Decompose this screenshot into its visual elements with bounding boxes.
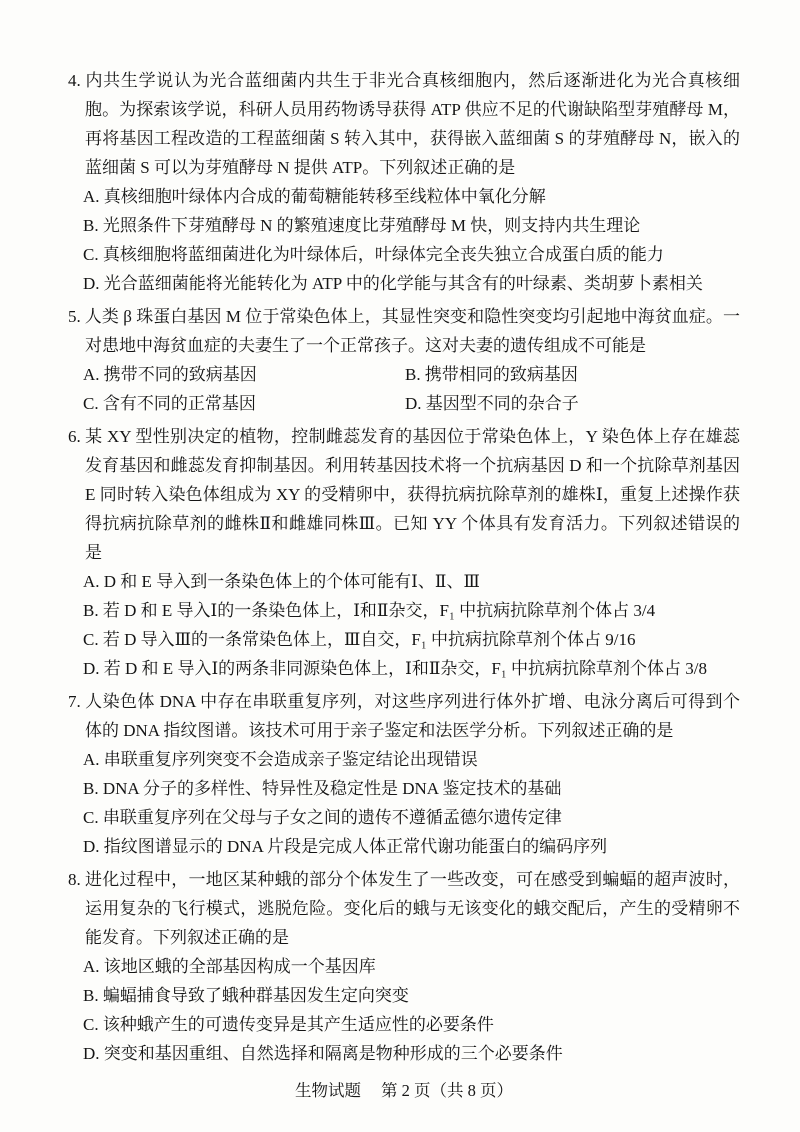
question-5-option-d: D. 基因型不同的杂合子 (405, 394, 579, 413)
footer-page-number: 第 2 页（共 8 页） (381, 1081, 513, 1100)
question-5-option-a: A. 携带不同的致病基因 (83, 365, 257, 384)
question-7-stem (68, 687, 740, 745)
question-8-option-d: D. 突变和基因重组、自然选择和隔离是物种形成的三个必要条件 (83, 1044, 563, 1063)
question-7-stem-text: 人染色体 DNA 中存在串联重复序列，对这些序列进行体外扩增、电泳分离后可得到个体的 DNA 指纹图谱。该技术可用于亲子鉴定和法医学分析。下列叙述正确的是 (84, 692, 740, 740)
question-8-option-c: C. 该种蛾产生的可遗传变异是其产生适应性的必要条件 (83, 1015, 494, 1034)
question-5-option-c: C. 含有不同的正常基因 (83, 394, 256, 413)
question-8-number: 8. (68, 870, 81, 889)
question-5-option-b: B. 携带相同的致病基因 (405, 365, 578, 384)
question-6-option-d: D. 若 D 和 E 导入Ⅰ的两条非同源染色体上，Ⅰ和Ⅱ杂交，F₁ 中抗病抗除草剂个体占 3/8 (83, 659, 708, 678)
question-6-stem (68, 422, 740, 567)
question-4-stem (68, 66, 740, 182)
question-7-option-a: A. 串联重复序列突变不会造成亲子鉴定结论出现错误 (83, 750, 478, 769)
question-5-options (68, 360, 740, 418)
question-4-number: 4. (68, 71, 81, 90)
question-8-option-b: B. 蝙蝠捕食导致了蛾种群基因发生定向突变 (83, 986, 409, 1005)
footer-subject: 生物试题 (295, 1081, 361, 1100)
page-footer (68, 1076, 740, 1105)
question-8-option-a: A. 该地区蛾的全部基因构成一个基因库 (83, 957, 376, 976)
question-8-stem-text: 进化过程中，一地区某种蛾的部分个体发生了一些改变，可在感受到蝙蝠的超声波时，运用复杂的飞行模式，逃脱危险。变化后的蛾与无该变化的蛾交配后，产生的受精卵不能发育。下列叙述正确的是 (84, 870, 740, 947)
question-4-option-c: C. 真核细胞将蓝细菌进化为叶绿体后，叶绿体完全丧失独立合成蛋白质的能力 (83, 245, 664, 264)
question-6-number: 6. (68, 427, 81, 446)
question-5-stem (68, 302, 740, 360)
question-4-option-a: A. 真核细胞叶绿体内合成的葡萄糖能转移至线粒体中氧化分解 (83, 187, 546, 206)
question-6-option-b: B. 若 D 和 E 导入Ⅰ的一条染色体上，Ⅰ和Ⅱ杂交，F₁ 中抗病抗除草剂个体占 3/4 (83, 601, 656, 620)
question-7-option-d: D. 指纹图谱显示的 DNA 片段是完成人体正常代谢功能蛋白的编码序列 (83, 837, 608, 856)
question-5-number: 5. (68, 307, 81, 326)
question-4-stem-text: 内共生学说认为光合蓝细菌内共生于非光合真核细胞内，然后逐渐进化为光合真核细胞。为探索该学说，科研人员用药物诱导获得 ATP 供应不足的代谢缺陷型芽殖酵母 M，再将基因工程改造的工程蓝细菌 S 转入其中，获得嵌入蓝细菌 S 的芽殖酵母 N，嵌入的蓝细菌 S 可以为芽殖酵母 N 提供 ATP。下列叙述正确的是 (84, 71, 740, 177)
question-7-option-b: B. DNA 分子的多样性、特异性及稳定性是 DNA 鉴定技术的基础 (83, 779, 562, 798)
question-7-option-c: C. 串联重复序列在父母与子女之间的遗传不遵循孟德尔遗传定律 (83, 808, 562, 827)
question-6 (68, 422, 740, 683)
question-8 (68, 865, 740, 1068)
question-7-number: 7. (68, 692, 81, 711)
question-6-option-c: C. 若 D 导入Ⅲ的一条常染色体上，Ⅲ自交，F₁ 中抗病抗除草剂个体占 9/16 (83, 630, 636, 649)
question-5 (68, 302, 740, 418)
question-4-option-b: B. 光照条件下芽殖酵母 N 的繁殖速度比芽殖酵母 M 快，则支持内共生理论 (83, 216, 641, 235)
question-4 (68, 66, 740, 298)
question-5-stem-text: 人类 β 珠蛋白基因 M 位于常染色体上，其显性突变和隐性突变均引起地中海贫血症。一对患地中海贫血症的夫妻生了一个正常孩子。这对夫妻的遗传组成不可能是 (84, 307, 740, 355)
question-8-stem (68, 865, 740, 952)
question-6-option-a: A. D 和 E 导入到一条染色体上的个体可能有Ⅰ、Ⅱ、Ⅲ (83, 572, 480, 591)
question-6-stem-text: 某 XY 型性别决定的植物，控制雌蕊发育的基因位于常染色体上，Y 染色体上存在雄蕊发育基因和雌蕊发育抑制基因。利用转基因技术将一个抗病基因 D 和一个抗除草剂基因 E 同时转入染色体组成为 XY 的受精卵中，获得抗病抗除草剂的雄株Ⅰ，重复上述操作获得抗病抗除草剂的雌株Ⅱ和雌雄同株Ⅲ。已知 YY 个体具有发育活力。下列叙述错误的是 (84, 427, 740, 562)
question-7 (68, 687, 740, 861)
question-4-option-d: D. 光合蓝细菌能将光能转化为 ATP 中的化学能与其含有的叶绿素、类胡萝卜素相关 (83, 274, 703, 293)
